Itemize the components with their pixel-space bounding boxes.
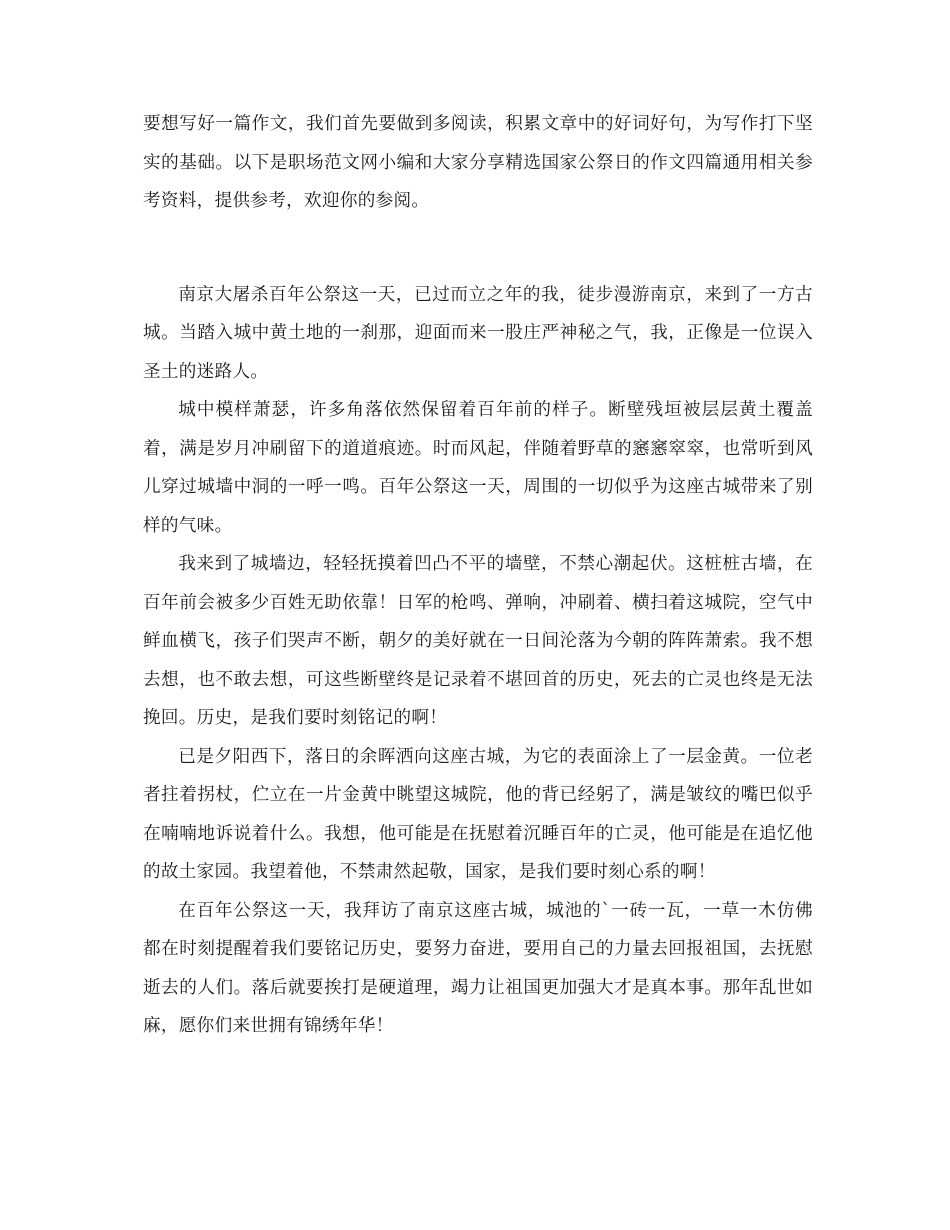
body-paragraph-5: 在百年公祭这一天，我拜访了南京这座古城，城池的`一砖一瓦，一草一木仿佛都在时刻提醒着我们要铭记历史，要努力奋进，要用自己的力量去回报祖国，去抚慰逝去的人们。落后就要挨打是硬道理，竭力让祖国更加强大才是真本事。那年乱世如麻，愿你们来世拥有锦绣年华！ [143,900,813,1036]
intro-paragraph: 要想写好一篇作文，我们首先要做到多阅读，积累文章中的好词好句，为写作打下坚实的基础。以下是职场范文网小编和大家分享精选国家公祭日的作文四篇通用相关参考资料，提供参考，欢迎你的参阅。 [143,114,813,211]
body-paragraph-1: 南京大屠杀百年公祭这一天，已过而立之年的我，徒步漫游南京，来到了一方古城。当踏入城中黄土地的一刹那，迎面而来一股庄严神秘之气，我，正像是一位误入圣土的迷路人。 [143,284,813,382]
document-page [143,105,813,1046]
body-paragraph-3: 我来到了城墙边，轻轻抚摸着凹凸不平的墙壁，不禁心潮起伏。这桩桩古墙，在百年前会被多少百姓无助依靠！日军的枪鸣、弹响，冲刷着、横扫着这城院，空气中鲜血横飞，孩子们哭声不断，朝夕的美好就在一日间沦落为今朝的阵阵萧索。我不想去想，也不敢去想，可这些断壁终是记录着不堪回首的历史，死去的亡灵也终是无法挽回。历史，是我们要时刻铭记的啊！ [143,554,813,728]
body-paragraph-2: 城中模样萧瑟，许多角落依然保留着百年前的样子。断壁残垣被层层黄土覆盖着，满是岁月冲刷留下的道道痕迹。时而风起，伴随着野草的窸窸窣窣，也常听到风儿穿过城墙中洞的一呼一鸣。百年公祭这一天，周围的一切似乎为这座古城带来了别样的气味。 [143,400,813,536]
body-paragraph-4: 已是夕阳西下，落日的余晖洒向这座古城，为它的表面涂上了一层金黄。一位老者拄着拐杖，伫立在一片金黄中眺望这城院，他的背已经躬了，满是皱纹的嘴巴似乎在喃喃地诉说着什么。我想，他可能是在抚慰着沉睡百年的亡灵，他可能是在追忆他的故土家园。我望着他，不禁肃然起敬，国家，是我们要时刻心系的啊！ [143,746,813,882]
